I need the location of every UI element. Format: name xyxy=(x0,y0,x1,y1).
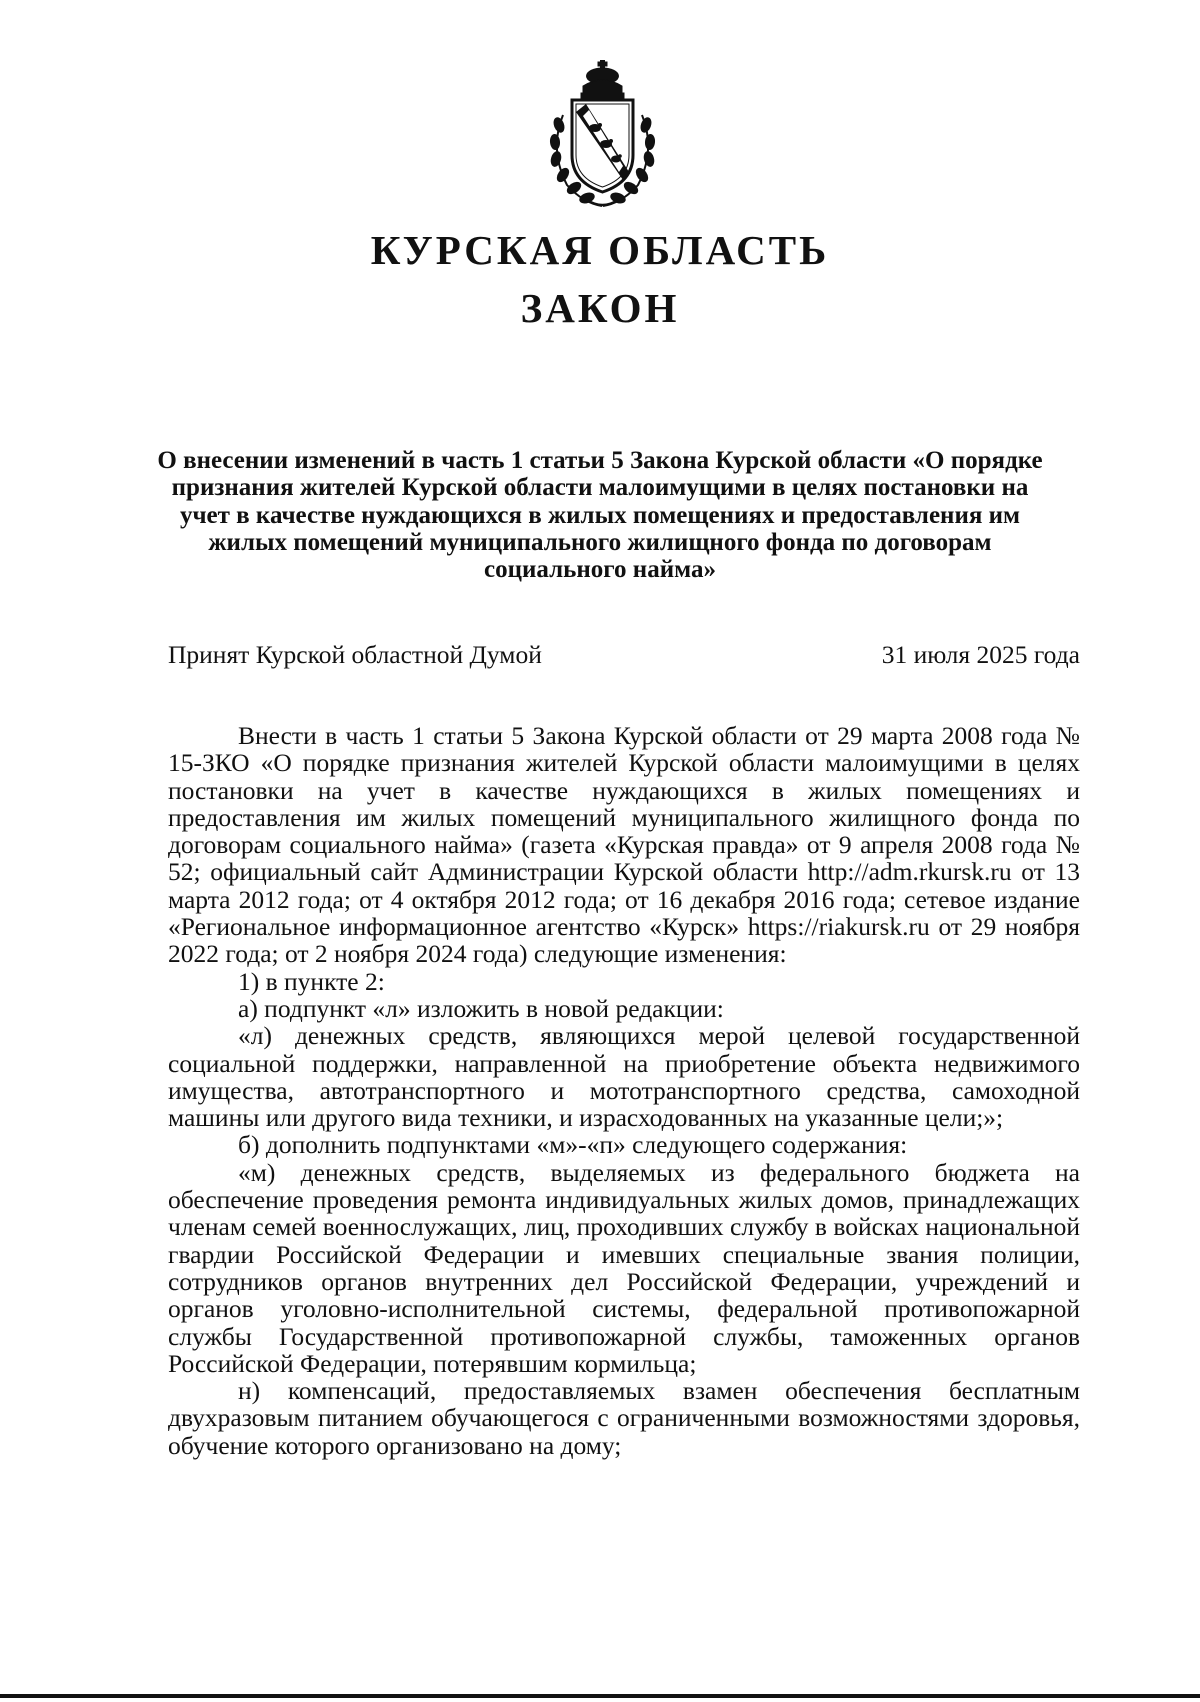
body-paragraph: «м) денежных средств, выделяемых из федерального бюджета на обеспечение проведения ремонта индивидуальных жилых домов, принадлежащих членам семей военнослужащих, лиц, проходивших службу в войсках национальной гвардии Российской Федерации и имевших специальные звания полиции, сотрудников органов внутренних дел Российской Федерации, учреждений и органов уголовно-исполнительной системы, федеральной противопожарной службы Государственной противопожарной службы, таможенных органов Российской Федерации, потерявшим кормильца; xyxy=(168,1157,1080,1378)
body-paragraph: а) подпункт «л» изложить в новой редакции: xyxy=(238,993,724,1023)
body-paragraph: Внести в часть 1 статьи 5 Закона Курской области от 29 марта 2008 года № 15-ЗКО «О порядке признания жителей Курской области малоимущими в целях постановки на учет в качестве нуждающихся в жилых помещениях и предоставления им жилых помещений муниципального жилищного фонда по договорам социального найма» (газета «Курская правда» от 9 апреля 2008 года № 52; официальный сайт Администрации Курской области http://adm.rkursk.ru от 13 марта 2012 года; от 4 октября 2012 года; от 16 декабря 2016 года; сетевое издание «Региональное информационное агентство «Курск» https://riakursk.ru от 29 ноября 2022 года; от 2 ноября 2024 года) следующие изменения: xyxy=(168,721,1080,969)
adoption-date: 31 июля 2025 года xyxy=(881,640,1080,669)
adoption-line xyxy=(168,638,1080,672)
coat-of-arms-icon xyxy=(545,60,660,210)
body-paragraph: б) дополнить подпунктами «м»-«п» следующего содержания: xyxy=(238,1130,908,1160)
body-paragraph: «л) денежных средств, являющихся мерой целевой государственной социальной поддержки, направленной на приобретение объекта недвижимого имущества, автотранспортного и мототранспортного средства, самоходной машины или другого вида техники, и израсходованных на указанные цели;»; xyxy=(168,1021,1080,1133)
law-title: О внесении изменений в часть 1 статьи 5 Закона Курской области «О порядке признания жителей Курской области малоимущими в целях постановки на учет в качестве нуждающихся в жилых помещениях и предоставления им жилых помещений муниципального жилищного фонда по договорам социального найма» xyxy=(157,447,1043,584)
region-heading: КУРСКАЯ ОБЛАСТЬ xyxy=(370,227,830,273)
body-paragraph: н) компенсаций, предоставляемых взамен обеспечения бесплатным двухразовым питанием обучающегося с ограниченными возможностями здоровья, обучение которого организовано на дому; xyxy=(168,1376,1080,1460)
adopted-by: Принят Курской областной Думой xyxy=(168,640,542,669)
page-bottom-border xyxy=(0,1694,1200,1698)
law-body xyxy=(168,722,1080,1459)
document-type-heading: ЗАКОН xyxy=(520,285,680,331)
body-paragraph: 1) в пункте 2: xyxy=(238,966,385,996)
